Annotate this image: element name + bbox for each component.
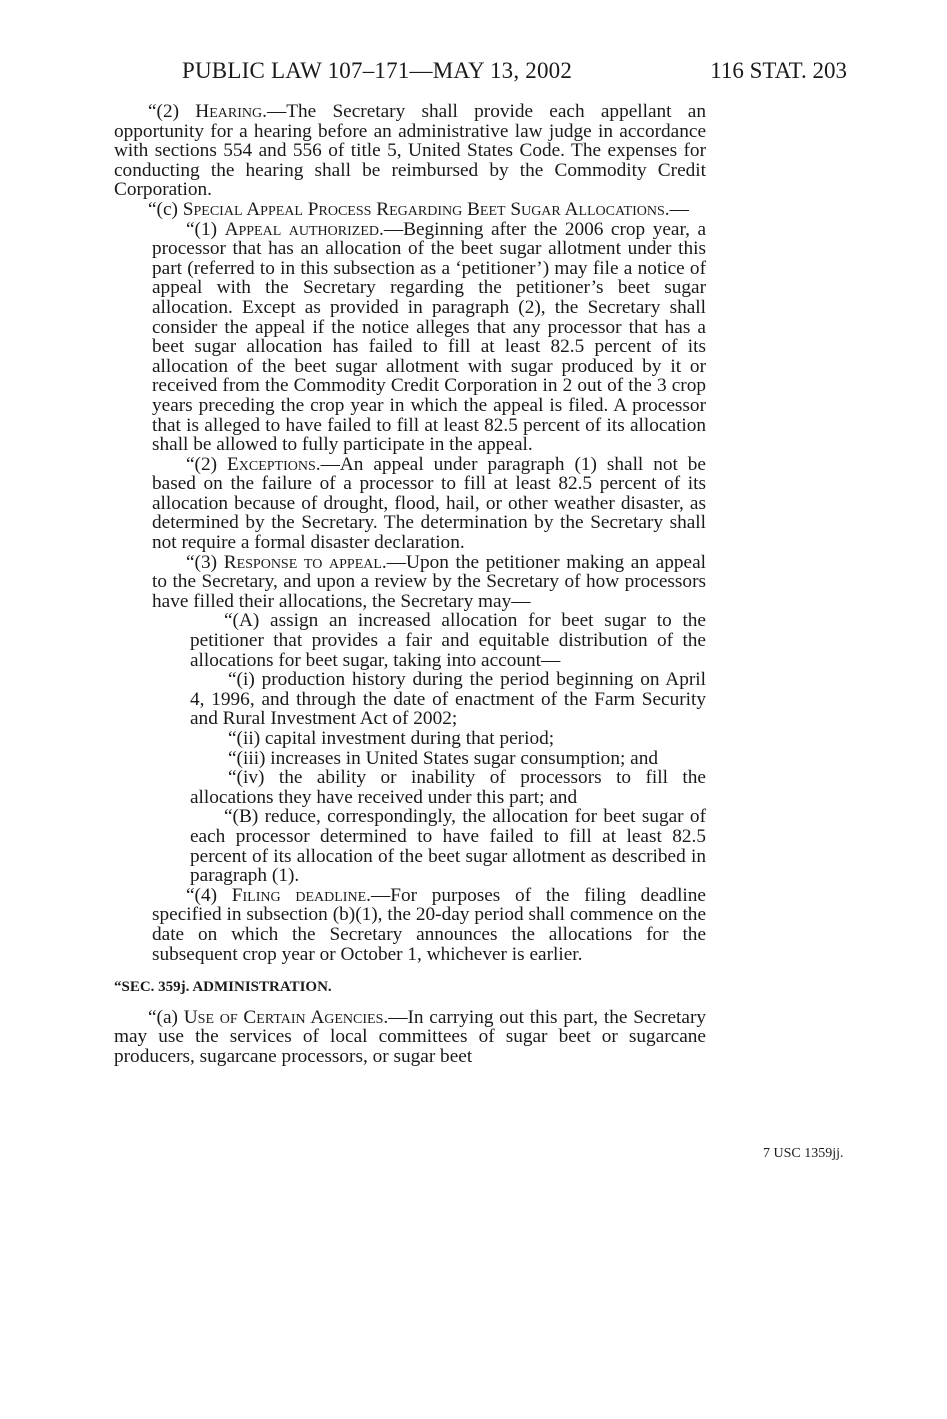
clause-iii: “(iii) increases in United States sugar consumption; and — [228, 747, 658, 769]
page-header — [182, 58, 847, 88]
paragraph-exceptions: “(2) Exceptions.—An appeal under paragraph (1) shall not be based on the failure of a processor to fill at least 82.5 percent of its allocation because of drought, flood, hail, or other weather disaster, as determined by the Secretary. The determination by the Secretary shall not require a formal disaster declaration. — [152, 453, 706, 554]
paragraph-heading: Hearing. — [195, 101, 267, 122]
paragraph-appeal-authorized: “(1) Appeal authorized.—Beginning after the 2006 crop year, a processor that has an allocation of the beet sugar allotment under this part (referred to in this subsection as a ‘petitioner’) may file a notice of appeal with the Secretary regarding the petitioner’s beet sugar allocation. Except as provided in paragraph (2), the Secretary shall consider the appeal if the notice alleges that any processor that has a beet sugar allocation has failed to fill at least 82.5 percent of its allocation of the beet sugar allotment with sugar produced by it or received from the Commodity Credit Corporation in 2 out of the 3 crop years preceding the crop year in which the appeal is filed. A processor that is alleged to have failed to fill at least 82.5 percent of its allocation shall be allowed to fully participate in the appeal. — [152, 218, 707, 456]
clause-iv: “(iv) the ability or inability of processors to fill the allocations they have received under this part; and — [190, 767, 706, 808]
paragraph-filing-deadline: “(4) Filing deadline.—For purposes of the filing deadline specified in subsection (b)(1), the 20-day period shall commence on the date on which the Secretary announces the allocations for the subsequent crop year or October 1, whichever is earlier. — [152, 884, 706, 965]
paragraph-response-to-appeal: “(3) Response to appeal.—Upon the petitioner making an appeal to the Secretary, and upon a review by the Secretary of how processors have filled their allocations, the Secretary may— — [152, 551, 706, 612]
paragraph-use-of-agencies: “(a) Use of Certain Agencies.—In carrying out this part, the Secretary may use the services of local committees of sugar beet or sugarcane producers, sugarcane processors, or sugar beet — [114, 1006, 706, 1067]
section-heading: “SEC. 359j. ADMINISTRATION. — [114, 979, 332, 996]
paragraph-heading: Appeal authorized. — [224, 218, 384, 240]
running-head: PUBLIC LAW 107–171—MAY 13, 2002 — [182, 58, 573, 83]
paragraph-heading: Use of Certain Agencies. — [183, 1006, 389, 1028]
paragraph-heading: Filing deadline. — [231, 884, 371, 906]
subparagraph-a: “(A) assign an increased allocation for beet sugar to the petitioner that provides a fair and equitable distribution of the allocations for beet sugar, taking into account— — [190, 610, 706, 671]
subsection-c-heading: “(c) Special Appeal Process Regarding Beet Sugar Allocations.— — [148, 198, 689, 220]
statute-page-ref: 116 STAT. 203 — [710, 58, 847, 83]
clause-ii: “(ii) capital investment during that period; — [228, 728, 555, 749]
paragraph-hearing: “(2) Hearing.—The Secretary shall provide each appellant an opportunity for a hearing before an administrative law judge in accordance with sections 554 and 556 of title 5, United States Code. The expenses for conducting the hearing shall be reimbursed by the Commodity Credit Corporation. — [114, 101, 706, 201]
clause-i: “(i) production history during the period beginning on April 4, 1996, and through the date of enactment of the Farm Security and Rural Investment Act of 2002; — [190, 669, 706, 730]
paragraph-heading: Special Appeal Process Regarding Beet Sugar Allocations. — [182, 198, 670, 220]
paragraph-heading: Response to appeal. — [223, 551, 387, 573]
document-body — [114, 102, 706, 1067]
subparagraph-b: “(B) reduce, correspondingly, the allocation for beet sugar of each processor determined to have failed to fill at least 82.5 percent of its allocation of the beet sugar allotment as described in paragraph (1). — [190, 806, 706, 887]
paragraph-heading: Exceptions. — [226, 453, 321, 475]
usc-margin-note: 7 USC 1359jj. — [763, 1146, 844, 1161]
